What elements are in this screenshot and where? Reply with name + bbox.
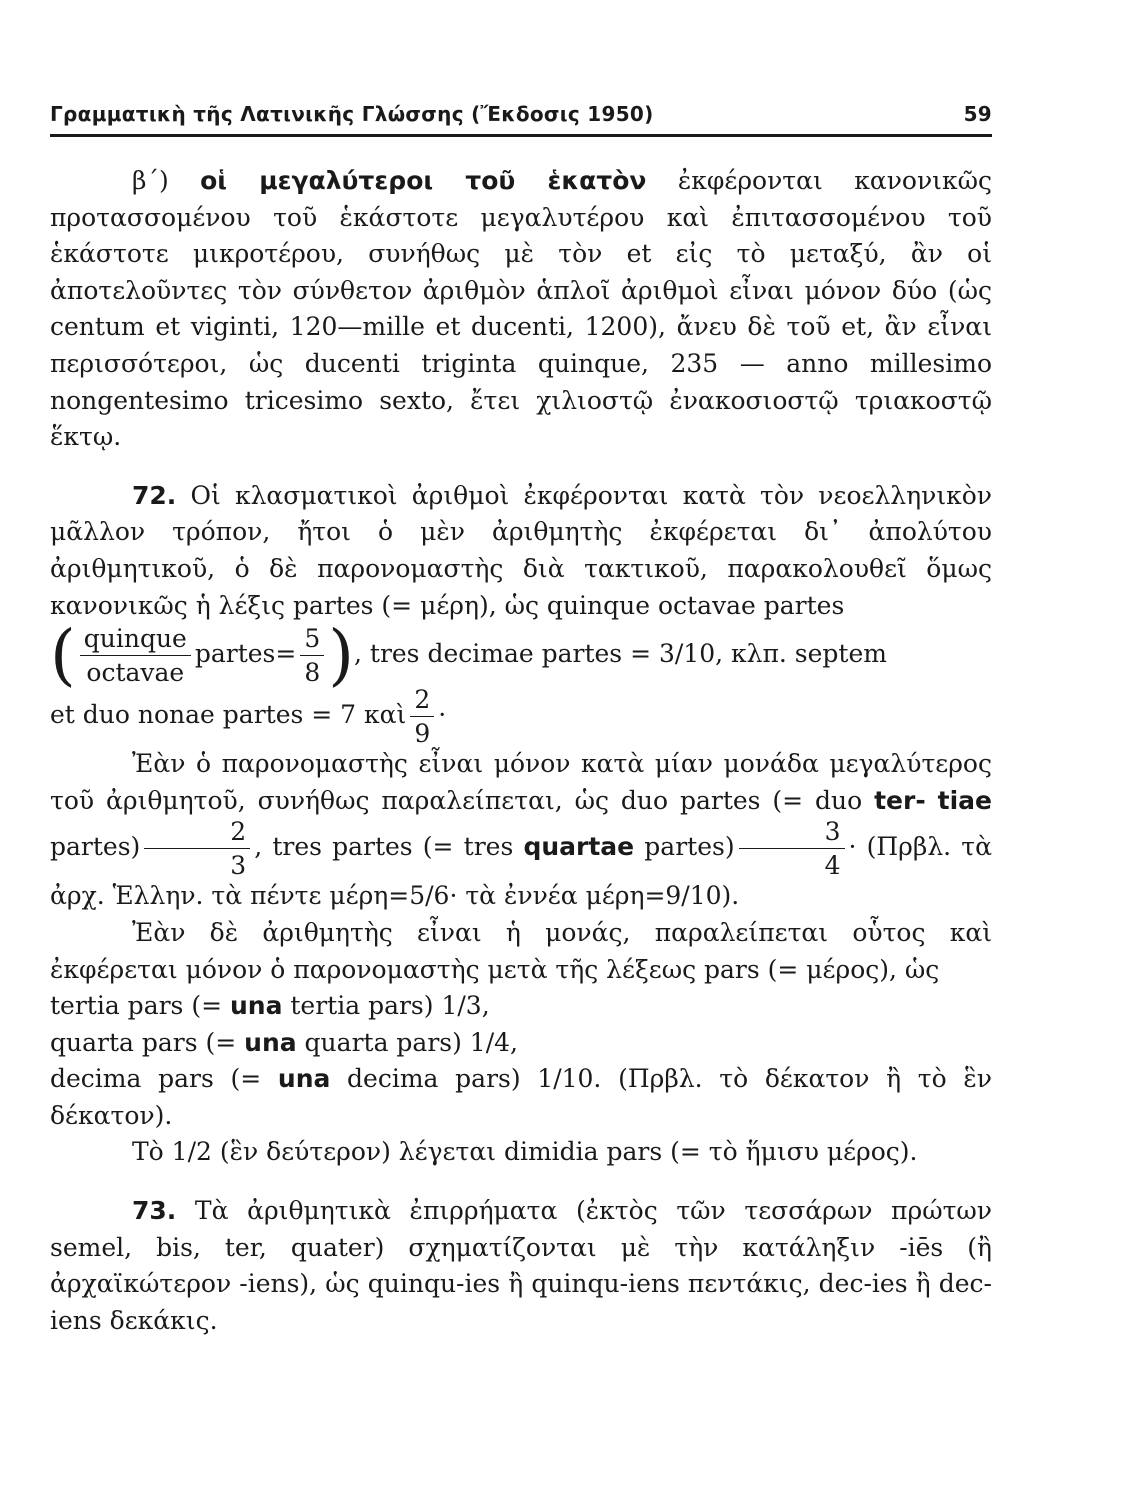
fraction-2-9: $\frac{2}{9}$ — [410, 687, 434, 746]
section-72: 72. Οἱ κλασματικοὶ ἀριθμοὶ ἐκφέρονται κατὰ τὸν νεοελληνικὸν μᾶλλον τρόπον, ἤτοι ὁ μὲν ἀριθμητὴς ἐκφέρεται δι᾽ ἀπολύτου ἀριθμητικοῦ, ὁ δὲ παρονομαστὴς διὰ τακτικοῦ, παρακολουθεῖ ὅμως κανονικῶς ἡ λέξις partes (= μέρη), ὡς quinque octavae partes — [50, 480, 992, 620]
fraction-3-4: $\frac{3}{4}$ — [739, 819, 845, 878]
running-title: Γραμματικὴ τῆς Λατινικῆς Γλώσσης (Ἔκδοσις 1950) — [50, 102, 654, 126]
paragraph-denominator: Ἐὰν ὁ παρονομαστὴς εἶναι μόνον κατὰ μίαν μονάδα μεγαλύτερος τοῦ ἀριθμητοῦ, συνήθως παραλείπεται, ὡς duo partes (= duo ter- tiae partes) $\frac{2}{3}$ , tres partes (= tres quartae partes) $\frac{3}{4}$ · (Πρβλ. τὰ ἀρχ. Ἑλλην. τὰ πέντε μέρη=5/6· τὰ ἐννέα μέρη=9/10). — [50, 749, 992, 911]
book-page — [50, 102, 992, 1339]
example-quarta: quarta pars (= una quarta pars) 1/4, — [50, 1027, 518, 1057]
et-duo-line: et duo nonae partes = 7 καὶ $\frac{2}{9}$ · — [50, 685, 447, 749]
fraction-quinque-octavae: $\frac{\text{quinque}}{\text{octavae}}$ — [80, 626, 191, 685]
page-number: 59 — [963, 102, 992, 126]
fraction-2-3: $\frac{2}{3}$ — [144, 819, 250, 878]
section-number-72: 72. — [132, 480, 177, 510]
paragraph-beta: β΄) οἱ μεγαλύτεροι τοῦ ἑκατὸν ἐκφέρονται κανονικῶς προτασσομένου τοῦ ἑκάστοτε μεγαλυτέρου καὶ ἐπιτασσομένου τοῦ ἑκάστοτε μικροτέρου, συνήθως μὲ τὸν et εἰς τὸ μεταξύ, ἂν οἱ ἀποτελοῦντες τὸν σύνθετον ἀριθμὸν ἁπλοῖ ἀριθμοὶ εἶναι μόνον δύο (ὡς centum et viginti, 120—mille et ducenti, 1200), ἄνευ δὲ τοῦ et, ἂν εἶναι περισσότεροι, ὡς ducenti triginta quinque, 235 — anno millesimo nongentesimo tricesimo sexto, ἔτει χιλιοστῷ ἐνακοσιοστῷ τριακοστῷ ἕκτῳ. — [50, 166, 992, 452]
paragraph-dimidia: Τὸ 1/2 (ἓν δεύτερον) λέγεται dimidia pars (= τὸ ἥμισυ μέρος). — [132, 1137, 918, 1167]
fraction-line: ( $\frac{\text{quinque}}{\text{octavae}}$ partes= $\frac{5}{8}$ ), tres decimae partes = 3/10, κλπ. septem — [50, 616, 887, 694]
section-number-73: 73. — [132, 1196, 177, 1226]
fraction-5-8: $\frac{5}{8}$ — [300, 626, 324, 685]
paragraph-numerator-one: Ἐὰν δὲ ἀριθμητὴς εἶναι ἡ μονάς, παραλείπεται οὗτος καὶ ἐκφέρεται μόνον ὁ παρονομαστὴς μετὰ τῆς λέξεως pars (= μέρος), ὡς — [50, 917, 992, 984]
running-header — [50, 102, 992, 137]
bold-phrase: οἱ μεγαλύτεροι τοῦ ἑκατὸν — [200, 166, 647, 195]
example-decima: decima pars (= una decima pars) 1/10. (Πρβλ. τὸ δέκατον ἢ τὸ ἓν δέκατον). — [50, 1064, 992, 1130]
example-tertia: tertia pars (= una tertia pars) 1/3, — [50, 991, 490, 1021]
section-73: 73. Τὰ ἀριθμητικὰ ἐπιρρήματα (ἐκτὸς τῶν τεσσάρων πρώτων semel, bis, ter, quater) σχηματίζονται μὲ τὴν κατάληξιν -iēs (ἢ ἀρχαϊκώτερον -iens), ὡς quinqu-ies ἢ quinqu-iens πεντάκις, dec-ies ἢ dec-iens δεκάκις. — [50, 1196, 992, 1335]
page-body — [50, 163, 992, 1339]
